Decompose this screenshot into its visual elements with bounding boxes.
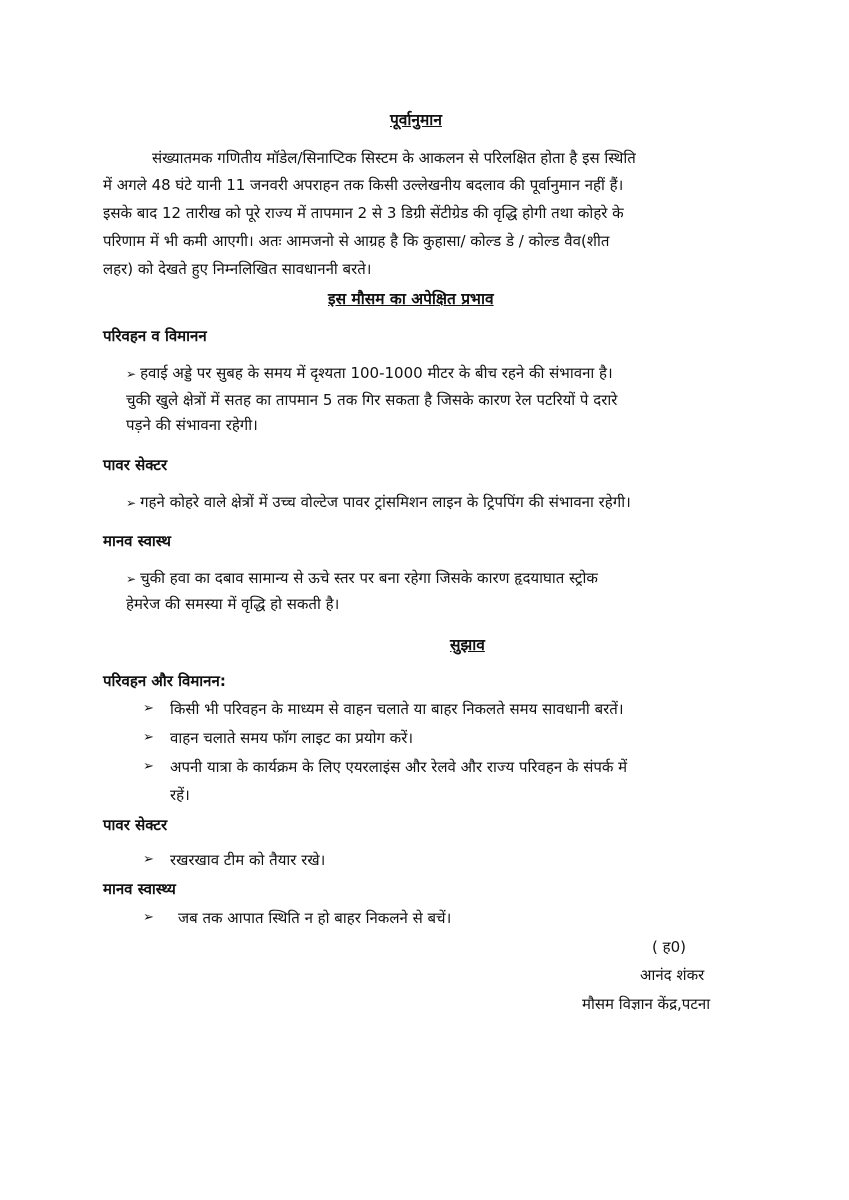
bullet-arrow-icon: ➢	[126, 367, 137, 381]
impact-health-text: चुकी हवा का दबाव सामान्य से ऊचे स्तर पर बना रहेगा जिसके कारण हृदयाघात स्ट्रोक	[140, 569, 598, 587]
suggestions-power-heading: पावर सेक्टर	[103, 816, 168, 834]
suggestions-title: सुझाव	[450, 636, 485, 654]
forecast-line: में अगले 48 घंटे यानी 11 जनवरी अपराहन तक किसी उल्लेखनीय बदलाव की पूर्वानुमान नहीं हैं।	[103, 176, 624, 194]
signatory-office: मौसम विज्ञान केंद्र,पटना	[582, 995, 711, 1013]
impact-power-text: गहने कोहरे वाले क्षेत्रों में उच्च वोल्टेज पावर ट्रांसमिशन लाइन के ट्रिपपिंग की संभावना रहेगी।	[140, 493, 631, 511]
suggestions-transport-heading: परिवहन और विमानन:	[103, 672, 226, 690]
suggestion-item: अपनी यात्रा के कार्यक्रम के लिए एयरलाइंस और रेलवे और राज्य परिवहन के संपर्क में	[170, 758, 628, 776]
impact-power-line	[126, 492, 631, 512]
impact-transport-line: पड़ने की संभावना रहेगी।	[126, 416, 258, 434]
forecast-title: पूर्वानुमान	[390, 111, 442, 129]
impact-health-heading: मानव स्वास्थ	[103, 532, 171, 550]
bullet-arrow-icon: ➢	[126, 572, 137, 586]
impact-title: इस मौसम का अपेक्षित प्रभाव	[328, 290, 494, 308]
impact-transport-line	[126, 363, 613, 383]
impact-transport-line: चुकी खुले क्षेत्रों में सतह का तापमान 5 तक गिर सकता है जिसके कारण रेल पटरियों पे दरारे	[126, 391, 618, 409]
forecast-line: इसके बाद 12 तारीख को पूरे राज्य में तापमान 2 से 3 डिग्री सेंटीग्रेड की वृद्धि होगी तथा कोहरे के	[103, 204, 624, 222]
bullet-arrow-icon: ➢	[143, 730, 154, 745]
impact-health-line: हेमरेज की समस्या में वृद्धि हो सकती है।	[126, 595, 340, 613]
forecast-line: परिणाम में भी कमी आएगी। अतः आमजनो से आग्रह है कि कुहासा/ कोल्ड डे / कोल्ड वैव(शीत	[103, 232, 610, 250]
signature-mark: ( ह0)	[652, 938, 686, 956]
suggestion-item: रखरखाव टीम को तैयार रखे।	[170, 851, 326, 869]
suggestion-item: किसी भी परिवहन के माध्यम से वाहन चलाते या बाहर निकलते समय सावधानी बरतें।	[170, 700, 624, 718]
bullet-arrow-icon: ➢	[143, 910, 154, 925]
bullet-arrow-icon: ➢	[143, 701, 154, 716]
impact-health-line	[126, 568, 598, 588]
bullet-arrow-icon: ➢	[143, 759, 154, 774]
suggestion-item: जब तक आपात स्थिति न हो बाहर निकलने से बचें।	[178, 909, 452, 927]
impact-transport-heading: परिवहन व विमानन	[103, 327, 207, 345]
bullet-arrow-icon: ➢	[143, 852, 154, 867]
forecast-line: लहर) को देखते हुए निम्नलिखित सावधाननी बरते।	[103, 260, 372, 278]
impact-transport-text: हवाई अड्डे पर सुबह के समय में दृश्यता 100-1000 मीटर के बीच रहने की संभावना है।	[140, 364, 613, 382]
signatory-name: आनंद शंकर	[640, 966, 705, 984]
impact-power-heading: पावर सेक्टर	[103, 456, 168, 474]
suggestions-health-heading: मानव स्वास्थ्य	[103, 880, 176, 898]
forecast-line: संख्यातमक गणितीय मॉडेल/सिनाप्टिक सिस्टम के आकलन से परिलक्षित होता है इस स्थिति	[152, 149, 636, 167]
bullet-arrow-icon: ➢	[126, 496, 137, 510]
suggestion-item: रहें।	[170, 786, 190, 804]
suggestion-item: वाहन चलाते समय फॉग लाइट का प्रयोग करें।	[170, 729, 414, 747]
